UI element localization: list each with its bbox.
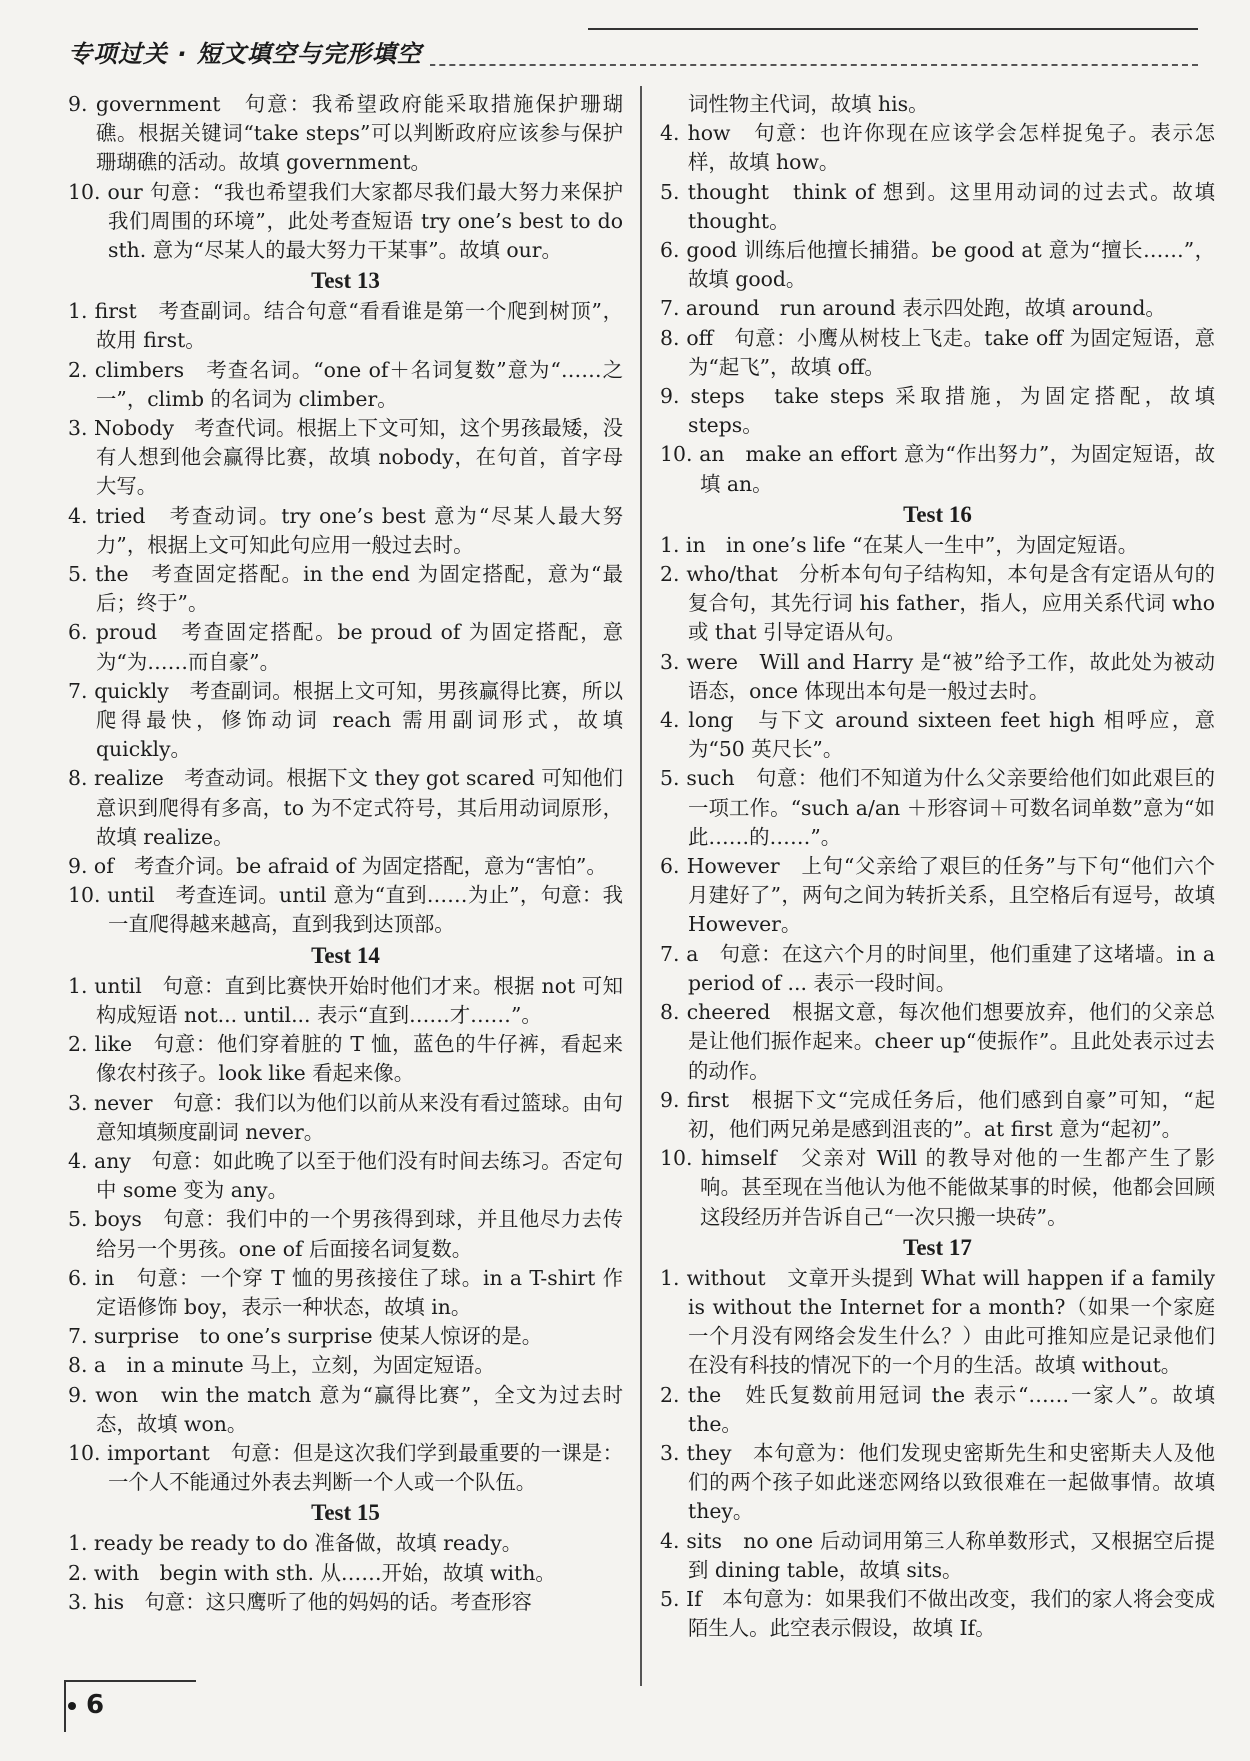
answer-item: 5. boys 句意：我们中的一个男孩得到球，并且他尽力去传给另一个男孩。one of 后面接名词复数。 <box>68 1207 623 1261</box>
answer-item: 5. thought think of 想到。这里用动词的过去式。故填 thought。 <box>660 179 1215 233</box>
answer-item: 1. in in one’s life “在某人一生中”，为固定短语。 <box>660 532 1139 557</box>
test-heading: Test 17 <box>903 1234 972 1260</box>
answer-item: 9. first 根据下文“完成任务后，他们感到自豪”可知，“起初，他们两兄弟是感到沮丧的”。at first 意为“起初”。 <box>660 1087 1215 1141</box>
answer-item: 10. an make an effort 意为“作出努力”，为固定短语，故填 an。 <box>660 442 1215 496</box>
page-number-text: 6 <box>86 1690 105 1720</box>
right-column <box>660 90 1215 1643</box>
answer-item: 8. realize 考查动词。根据下文 they got scared 可知他们意识到爬得有多高，to 为不定式符号，其后用动词原形，故填 realize。 <box>68 766 623 849</box>
answer-item: 6. good 训练后他擅长捕猎。be good at 意为“擅长……”，故填 good。 <box>660 238 1215 292</box>
test-heading: Test 14 <box>311 942 380 968</box>
answer-item: 5. If 本句意为：如果我们不做出改变，我们的家人将会变成陌生人。此空表示假设，故填 If。 <box>660 1586 1215 1641</box>
answer-item: 3. his 句意：这只鹰听了他的妈妈的话。考查形容 <box>68 1589 532 1614</box>
answer-item: 1. without 文章开头提到 What will happen if a family is without the Internet for a month?（如果一个家庭一个月没有网络会发生什么？）由此可推知应是记录他们在没有科技的情况下的一个月的生活。故填 without。 <box>660 1265 1215 1378</box>
answer-item: 8. a in a minute 马上，立刻，为固定短语。 <box>68 1353 495 1378</box>
answer-item: 8. off 句意：小鹰从树枝上飞走。take off 为固定短语，意为“起飞”，故填 off。 <box>660 325 1215 379</box>
answer-item: 9. steps take steps 采取措施，为固定搭配，故填 steps。 <box>660 384 1215 438</box>
answer-item: 3. they 本句意为：他们发现史密斯先生和史密斯夫人及他们的两个孩子如此迷恋网络以致很难在一起做事情。故填 they。 <box>660 1440 1215 1524</box>
answer-item: 4. any 句意：如此晚了以至于他们没有时间去练习。否定句中 some 变为 any。 <box>68 1148 623 1203</box>
answer-item: 8. cheered 根据文意，每次他们想要放弃，他们的父亲总是让他们振作起来。cheer up“使振作”。且此处表示过去的动作。 <box>660 1000 1215 1083</box>
answer-item: 7. surprise to one’s surprise 使某人惊讶的是。 <box>68 1324 543 1349</box>
answer-item: 6. in 句意：一个穿 T 恤的男孩接住了球。in a T-shirt 作定语修饰 boy，表示一种状态，故填 in。 <box>68 1265 623 1319</box>
answer-item: 9. of 考查介词。be afraid of 为固定搭配，意为“害怕”。 <box>68 854 607 879</box>
page-header <box>68 28 1198 68</box>
answer-item: 2. with begin with sth. 从……开始，故填 with。 <box>68 1560 556 1585</box>
answer-item: 4. sits no one 后动词用第三人称单数形式，又根据空后提到 dining table，故填 sits。 <box>660 1528 1215 1582</box>
answer-item: 10. important 句意：但是这次我们学到最重要的一课是：一个人不能通过外表去判断一个人或一个队伍。 <box>68 1440 623 1495</box>
answer-item: 3. were Will and Harry 是“被”给予工作，故此处为被动语态，once 体现出本句是一般过去时。 <box>660 649 1215 703</box>
answer-item: 1. ready be ready to do 准备做，故填 ready。 <box>68 1531 523 1556</box>
answer-item: 9. won win the match 意为“赢得比赛”，全文为过去时态，故填 won。 <box>68 1382 623 1436</box>
answer-item: 9. government 句意：我希望政府能采取措施保护珊瑚礁。根据关键词“take steps”可以判断政府应该参与保护珊瑚礁的活动。故填 government。 <box>68 92 623 175</box>
answer-item: 2. like 句意：他们穿着脏的 T 恤，蓝色的牛仔裤，看起来像农村孩子。look like 看起来像。 <box>68 1032 623 1086</box>
test-heading: Test 16 <box>903 501 972 527</box>
test-heading: Test 15 <box>311 1500 380 1526</box>
answer-item: 5. such 句意：他们不知道为什么父亲要给他们如此艰巨的一项工作。“such a/an ＋形容词＋可数名词单数”意为“如此……的……”。 <box>660 766 1215 849</box>
header-top-rule <box>588 28 1198 30</box>
answer-item: 2. the 姓氏复数前用冠词 the 表示“……一家人”。故填 the。 <box>660 1382 1215 1436</box>
left-column <box>68 90 623 1617</box>
answer-item: 4. tried 考查动词。try one’s best 意为“尽某人最大努力”，根据上文可知此句应用一般过去时。 <box>68 503 623 557</box>
answer-item: 5. the 考查固定搭配。in the end 为固定搭配，意为“最后；终于”。 <box>68 562 623 616</box>
answer-item: 7. quickly 考查副词。根据上文可知，男孩赢得比赛，所以爬得最快，修饰动词 reach 需用副词形式，故填 quickly。 <box>68 678 623 762</box>
answer-item: 10. our 句意：“我也希望我们大家都尽我们最大努力来保护我们周围的环境”，此处考查短语 try one’s best to do sth. 意为“尽某人的最大努力干某事”。故填 our。 <box>68 179 623 263</box>
page-number <box>68 1690 104 1720</box>
answer-item: 4. how 句意：也许你现在应该学会怎样捉兔子。表示怎样，故填 how。 <box>660 121 1215 175</box>
answer-item: 3. Nobody 考查代词。根据上下文可知，这个男孩最矮，没有人想到他会赢得比赛，故填 nobody，在句首，首字母大写。 <box>68 416 623 499</box>
answer-item: 4. long 与下文 around sixteen feet high 相呼应，意为“50 英尺长”。 <box>660 708 1215 762</box>
answer-item: 3. never 句意：我们以为他们以前从来没有看过篮球。由句意知填频度副词 never。 <box>68 1090 623 1144</box>
answer-item: 2. climbers 考查名词。“one of＋名词复数”意为“……之一”，climb 的名词为 climber。 <box>68 357 623 411</box>
answer-item: 10. until 考查连词。until 意为“直到……为止”，句意：我一直爬得越来越高，直到我到达顶部。 <box>68 883 623 937</box>
answer-item: 2. who/that 分析本句句子结构知，本句是含有定语从句的复合句，其先行词 his father，指人，应用关系代词 who 或 that 引导定语从句。 <box>660 562 1215 645</box>
answer-item: 6. proud 考查固定搭配。be proud of 为固定搭配，意为“为……而自豪”。 <box>68 620 623 674</box>
answer-continuation: 词性物主代词，故填 his。 <box>688 92 929 116</box>
answer-item: 1. first 考查副词。结合句意“看看谁是第一个爬到树顶”，故用 first。 <box>68 299 623 353</box>
answer-item: 1. until 句意：直到比赛快开始时他们才来。根据 not 可知构成短语 not... until... 表示“直到……才……”。 <box>68 973 623 1027</box>
answer-item: 6. However 上句“父亲给了艰巨的任务”与下句“他们六个月建好了”，两句之间为转折关系，且空格后有逗号，故填 However。 <box>660 854 1215 937</box>
column-divider <box>640 86 642 1686</box>
answer-item: 10. himself 父亲对 Will 的教导对他的一生都产生了影响。甚至现在当他认为他不能做某事的时候，他都会回顾这段经历并告诉自己“一次只搬一块砖”。 <box>660 1146 1215 1229</box>
header-title: 专项过关 · 短文填空与完形填空 <box>68 34 430 69</box>
test-heading: Test 13 <box>311 268 380 294</box>
answer-item: 7. around run around 表示四处跑，故填 around。 <box>660 296 1166 321</box>
answer-item: 7. a 句意：在这六个月的时间里，他们重建了这堵墙。in a period of ... 表示一段时间。 <box>660 941 1215 995</box>
page-number-dot-icon <box>68 1702 76 1710</box>
